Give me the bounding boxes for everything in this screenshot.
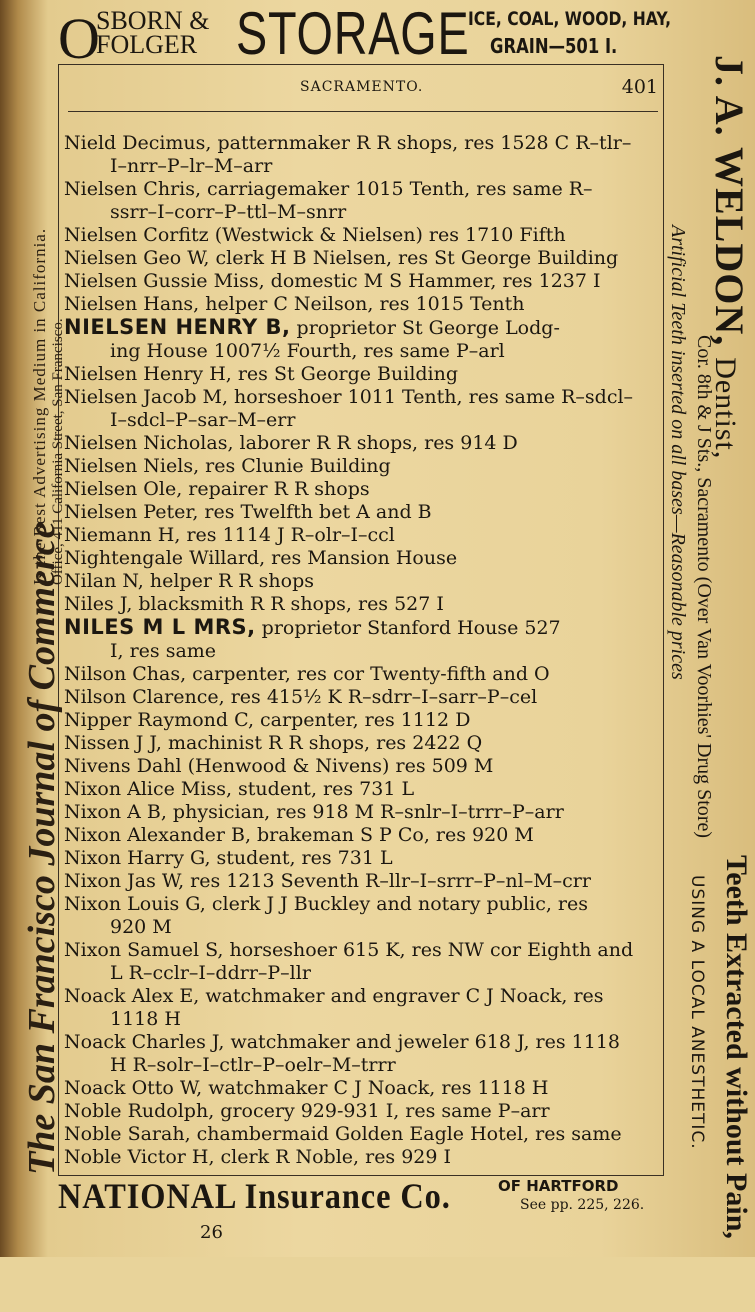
entry-text: Nielsen Henry H, res St George Building <box>64 363 459 385</box>
directory-entry <box>64 686 660 709</box>
directory-entry <box>64 1100 660 1123</box>
journal-title: The San Francisco Journal of Commerce <box>21 521 63 1175</box>
entry-text: Nilan N, helper R R shops <box>64 570 314 592</box>
directory-entry <box>64 363 660 386</box>
bottom-page-number: 26 <box>200 1222 223 1243</box>
directory-entry <box>64 524 660 547</box>
entry-text: Nielsen Niels, res Clunie Building <box>64 455 391 477</box>
entry-text: Noack Charles J, watchmaker and jeweler 618 J, res 1118 <box>64 1031 621 1053</box>
entry-text: Nielsen Hans, helper C Neilson, res 1015 Tenth <box>64 293 525 315</box>
right-margin-advertisement <box>665 55 755 1312</box>
directory-entry <box>64 247 660 270</box>
directory-entry <box>64 847 660 870</box>
directory-entry <box>64 478 660 501</box>
teeth-extracted: Teeth Extracted without Pain, <box>720 855 753 1239</box>
entry-text: Nixon Samuel S, horseshoer 615 K, res NW cor Eighth and <box>64 939 634 961</box>
entry-text: Nielsen Jacob M, horseshoer 1011 Tenth, res same R–sdcl– <box>64 386 634 408</box>
entry-text: Nield Decimus, patternmaker R R shops, res 1528 C R–tlr– <box>64 132 632 154</box>
insurance-location: OF HARTFORD <box>498 1177 619 1195</box>
entry-text: Noble Sarah, chambermaid Golden Eagle Hotel, res same <box>64 1123 622 1145</box>
directory-entry <box>64 432 660 455</box>
directory-entry <box>64 132 660 155</box>
directory-entry <box>64 316 660 340</box>
banner-storage: STORAGE <box>236 0 470 67</box>
entry-text: Nielsen Chris, carriagemaker 1015 Tenth, res same R– <box>64 178 593 200</box>
entry-text: Niemann H, res 1114 J R–olr–I–ccl <box>64 524 395 546</box>
entry-text: I–sdcl–P–sar–M–err <box>110 409 296 431</box>
entry-text: Nixon Jas W, res 1213 Seventh R–llr–I–srrr–P–nl–M–crr <box>64 870 591 892</box>
directory-entry <box>64 1146 660 1169</box>
directory-entry <box>64 593 660 616</box>
left-margin-advertisement <box>8 0 78 1175</box>
directory-entry <box>64 985 660 1008</box>
entry-text: Nielsen Ole, repairer R R shops <box>64 478 370 500</box>
banner-address: GRAIN—501 I. <box>490 34 618 58</box>
entry-text: H R–solr–I–ctlr–P–oelr–M–trrr <box>110 1054 396 1076</box>
entry-text: Nixon Alice Miss, student, res 731 L <box>64 778 415 800</box>
directory-entry <box>64 1077 660 1100</box>
entry-text: Nixon Louis G, clerk J J Buckley and notary public, res <box>64 893 589 915</box>
banner-initial: O <box>58 6 98 71</box>
entry-text: proprietor Stanford House 527 <box>255 617 561 639</box>
insurance-reference: See pp. 225, 226. <box>520 1197 645 1213</box>
entry-text: 920 M <box>110 916 172 938</box>
directory-entry <box>64 663 660 686</box>
directory-entry <box>64 732 660 755</box>
directory-entry <box>64 224 660 247</box>
directory-entry <box>64 1008 660 1031</box>
entry-text: 1118 H <box>110 1008 181 1030</box>
dentist-name-text: J. A. WELDON, <box>707 55 752 347</box>
entry-text: Noack Alex E, watchmaker and engraver C J Noack, res <box>64 985 604 1007</box>
directory-entry <box>64 870 660 893</box>
directory-entry <box>64 1031 660 1054</box>
top-advertisement <box>58 0 678 71</box>
entry-text: Nielsen Gussie Miss, domestic M S Hammer, res 1237 I <box>64 270 601 292</box>
directory-entries <box>64 132 660 1169</box>
directory-entry <box>64 547 660 570</box>
directory-entry <box>64 1054 660 1077</box>
anesthetic-note: USING A LOCAL ANESTHETIC. <box>687 875 707 1150</box>
directory-entry <box>64 916 660 939</box>
entry-text: ing House 1007½ Fourth, res same P–arl <box>110 340 505 362</box>
insurance-name: NATIONAL Insurance Co. <box>58 1176 451 1216</box>
header-rule <box>68 111 658 112</box>
directory-entry <box>64 1123 660 1146</box>
entry-text: Noack Otto W, watchmaker C J Noack, res 1118 H <box>64 1077 549 1099</box>
dentist-offer: Artificial Teeth inserted on all bases—Reasonable prices <box>667 225 689 680</box>
directory-entry <box>64 824 660 847</box>
entry-text: Nissen J J, machinist R R shops, res 2422 Q <box>64 732 483 754</box>
bottom-advertisement <box>58 1175 668 1225</box>
entry-text: L R–cclr–I–ddrr–P–llr <box>110 962 311 984</box>
entry-bold-name: NIELSEN HENRY B, <box>64 316 291 339</box>
directory-entry <box>64 340 660 363</box>
entry-text: Nixon A B, physician, res 918 M R–snlr–I–trrr–P–arr <box>64 801 564 823</box>
dentist-title: Dentist, <box>709 357 742 460</box>
entry-text: Nielsen Corfitz (Westwick & Nielsen) res 1710 Fifth <box>64 224 566 246</box>
entry-text: Nielsen Geo W, clerk H B Nielsen, res St George Building <box>64 247 619 269</box>
entry-text: Noble Victor H, clerk R Noble, res 929 I <box>64 1146 452 1168</box>
entry-text: Noble Rudolph, grocery 929-931 I, res same P–arr <box>64 1100 550 1122</box>
directory-entry <box>64 501 660 524</box>
entry-bold-name: NILES M L MRS, <box>64 616 256 639</box>
directory-entry <box>64 293 660 316</box>
banner-line2: FOLGER <box>96 30 198 59</box>
directory-entry <box>64 409 660 432</box>
directory-entry <box>64 270 660 293</box>
directory-entry <box>64 801 660 824</box>
entry-text: proprietor St George Lodg- <box>290 317 560 339</box>
entry-text: Nightengale Willard, res Mansion House <box>64 547 458 569</box>
directory-entry <box>64 155 660 178</box>
directory-entry <box>64 939 660 962</box>
entry-text: Nielsen Nicholas, laborer R R shops, res 914 D <box>64 432 518 454</box>
entry-text: Nilson Clarence, res 415½ K R–sdrr–I–sarr–P–cel <box>64 686 538 708</box>
directory-entry <box>64 778 660 801</box>
entry-text: Nixon Harry G, student, res 731 L <box>64 847 393 869</box>
journal-tagline: Is the Best Advertising Medium in California. <box>30 227 49 585</box>
directory-entry <box>64 570 660 593</box>
entry-text: I–nrr–P–lr–M–arr <box>110 155 273 177</box>
entry-text: Nielsen Peter, res Twelfth bet A and B <box>64 501 432 523</box>
directory-entry <box>64 178 660 201</box>
entry-text: ssrr–I–corr–P–ttl–M–snrr <box>110 201 347 223</box>
directory-entry <box>64 616 660 640</box>
entry-text: Niles J, blacksmith R R shops, res 527 I <box>64 593 444 615</box>
banner-line1: SBORN & <box>96 6 210 35</box>
page-number: 401 <box>621 76 658 98</box>
directory-entry <box>64 962 660 985</box>
directory-entry <box>64 386 660 409</box>
entry-text: Nipper Raymond C, carpenter, res 1112 D <box>64 709 471 731</box>
directory-entry <box>64 640 660 663</box>
entry-text: Nivens Dahl (Henwood & Nivens) res 509 M <box>64 755 494 777</box>
city-heading: SACRAMENTO. <box>300 79 424 95</box>
directory-entry <box>64 893 660 916</box>
journal-office: Office, 411 California Street, San Francisco. <box>50 318 66 585</box>
directory-entry <box>64 709 660 732</box>
entry-text: Nilson Chas, carpenter, res cor Twenty-fifth and O <box>64 663 550 685</box>
page-header <box>68 76 658 102</box>
directory-entry <box>64 201 660 224</box>
banner-goods: ICE, COAL, WOOD, HAY, <box>468 8 671 30</box>
entry-text: Nixon Alexander B, brakeman S P Co, res 920 M <box>64 824 534 846</box>
directory-entry <box>64 755 660 778</box>
directory-entry <box>64 455 660 478</box>
dentist-address: Cor. 8th & J Sts., Sacramento (Over Van Voorhies' Drug Store) <box>693 335 715 839</box>
entry-text: I, res same <box>110 640 217 662</box>
